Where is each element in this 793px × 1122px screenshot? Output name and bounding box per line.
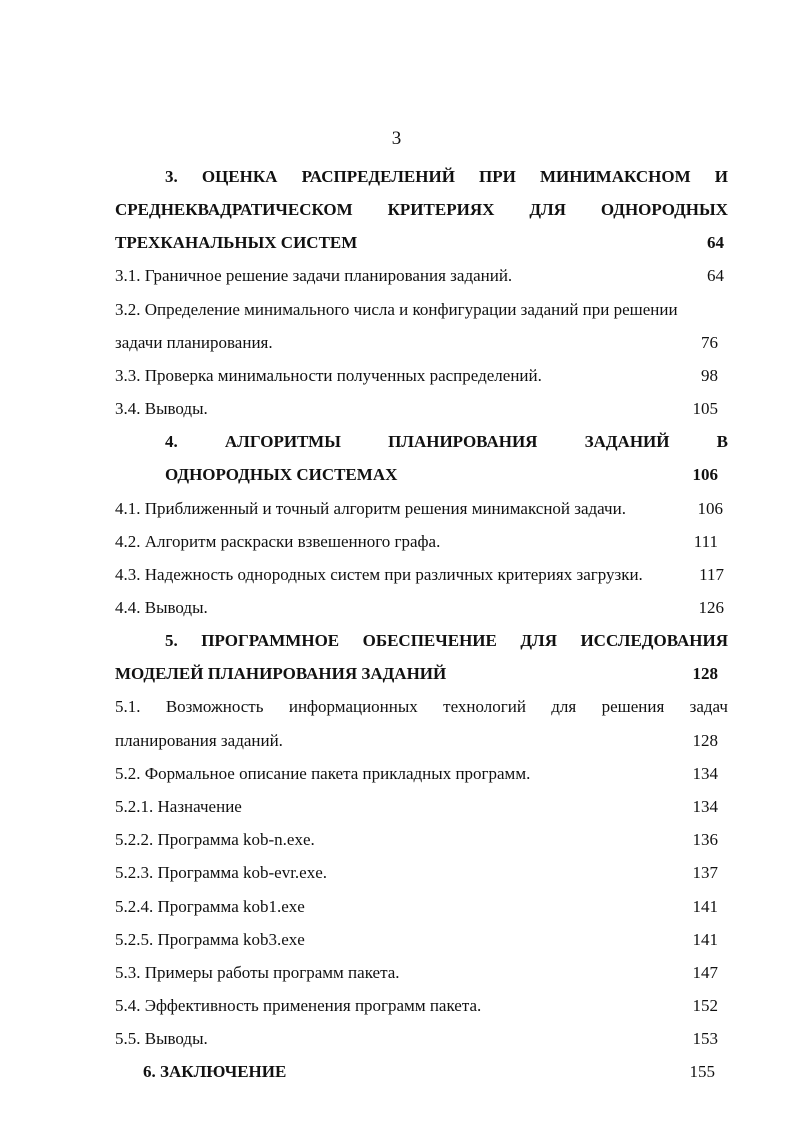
- toc-page-5-2-1: 134: [692, 797, 718, 816]
- toc-entry-5-1-line1: 5.1. Возможность информационных технологий для решения задач: [115, 697, 728, 716]
- toc-page-5-2-5: 141: [692, 930, 718, 949]
- toc-page-3-2: 76: [701, 333, 718, 352]
- toc-page-5-2-2: 136: [692, 830, 718, 849]
- toc-entry-5-3: 5.3. Примеры работы программ пакета.: [115, 963, 400, 982]
- toc-entry-5-4: 5.4. Эффективность применения программ пакета.: [115, 996, 482, 1015]
- toc-page-5-2: 134: [692, 764, 718, 783]
- toc-page-5-3: 147: [692, 963, 718, 982]
- toc-page-4-3: 117: [699, 565, 724, 584]
- toc-entry-3-3: 3.3. Проверка минимальности полученных распределений.: [115, 366, 542, 385]
- toc-entry-4-3: 4.3. Надежность однородных систем при различных критериях загрузки.: [115, 565, 643, 584]
- toc-page-6: 155: [689, 1062, 715, 1081]
- toc-page-3-3: 98: [701, 366, 718, 385]
- toc-heading-3-line2: СРЕДНЕКВАДРАТИЧЕСКОМ КРИТЕРИЯХ ДЛЯ ОДНОРОДНЫХ: [115, 200, 728, 219]
- toc-entry-5-2: 5.2. Формальное описание пакета прикладных программ.: [115, 764, 531, 783]
- toc-entry-3-1: 3.1. Граничное решение задачи планирования заданий.: [115, 266, 513, 285]
- toc-entry-3-2-line1: 3.2. Определение минимального числа и конфигурации заданий при решении: [115, 300, 678, 319]
- toc-page-3: 64: [707, 233, 724, 252]
- toc-page-4-2: 111: [693, 532, 718, 551]
- toc-page-4: 106: [692, 465, 718, 484]
- toc-entry-4-2: 4.2. Алгоритм раскраски взвешенного графа.: [115, 532, 441, 551]
- toc-heading-5-line2: МОДЕЛЕЙ ПЛАНИРОВАНИЯ ЗАДАНИЙ: [115, 664, 447, 683]
- toc-entry-5-2-1: 5.2.1. Назначение: [115, 797, 242, 816]
- toc-heading-5-line1: 5. ПРОГРАММНОЕ ОБЕСПЕЧЕНИЕ ДЛЯ ИССЛЕДОВАНИЯ: [165, 631, 728, 650]
- page-number: 3: [391, 128, 402, 149]
- toc-heading-3-line1: 3. ОЦЕНКА РАСПРЕДЕЛЕНИЙ ПРИ МИНИМАКСНОМ И: [165, 167, 728, 186]
- toc-entry-5-2-2: 5.2.2. Программа kob-n.exe.: [115, 830, 315, 849]
- toc-entry-4-4: 4.4. Выводы.: [115, 598, 208, 617]
- toc-page-5: 128: [692, 664, 718, 683]
- toc-page-4-1: 106: [697, 499, 723, 518]
- toc-page-5-1: 128: [692, 731, 718, 750]
- toc-entry-5-2-5: 5.2.5. Программа kob3.exe: [115, 930, 305, 949]
- toc-heading-6: 6. ЗАКЛЮЧЕНИЕ: [143, 1062, 287, 1081]
- toc-entry-5-2-4: 5.2.4. Программа kob1.exe: [115, 897, 305, 916]
- toc-entry-5-2-3: 5.2.3. Программа kob-evr.exe.: [115, 863, 328, 882]
- toc-entry-4-1: 4.1. Приближенный и точный алгоритм решения минимаксной задачи.: [115, 499, 626, 518]
- toc-page-3-4: 105: [692, 399, 718, 418]
- toc-page-5-5: 153: [692, 1029, 718, 1048]
- toc-entry-5-5: 5.5. Выводы.: [115, 1029, 208, 1048]
- toc-page-5-4: 152: [692, 996, 718, 1015]
- toc-entry-5-1-line2: планирования заданий.: [115, 731, 283, 750]
- toc-entry-3-2-line2: задачи планирования.: [115, 333, 273, 352]
- toc-heading-3-line3: ТРЕХКАНАЛЬНЫХ СИСТЕМ: [115, 233, 358, 252]
- toc-entry-3-4: 3.4. Выводы.: [115, 399, 208, 418]
- toc-heading-4-line2: ОДНОРОДНЫХ СИСТЕМАХ: [165, 465, 398, 484]
- toc-heading-4-line1: 4. АЛГОРИТМЫ ПЛАНИРОВАНИЯ ЗАДАНИЙ В: [165, 432, 728, 451]
- toc-page-3-1: 64: [707, 266, 724, 285]
- toc-page-4-4: 126: [698, 598, 724, 617]
- toc-page-5-2-4: 141: [692, 897, 718, 916]
- toc-page-5-2-3: 137: [692, 863, 718, 882]
